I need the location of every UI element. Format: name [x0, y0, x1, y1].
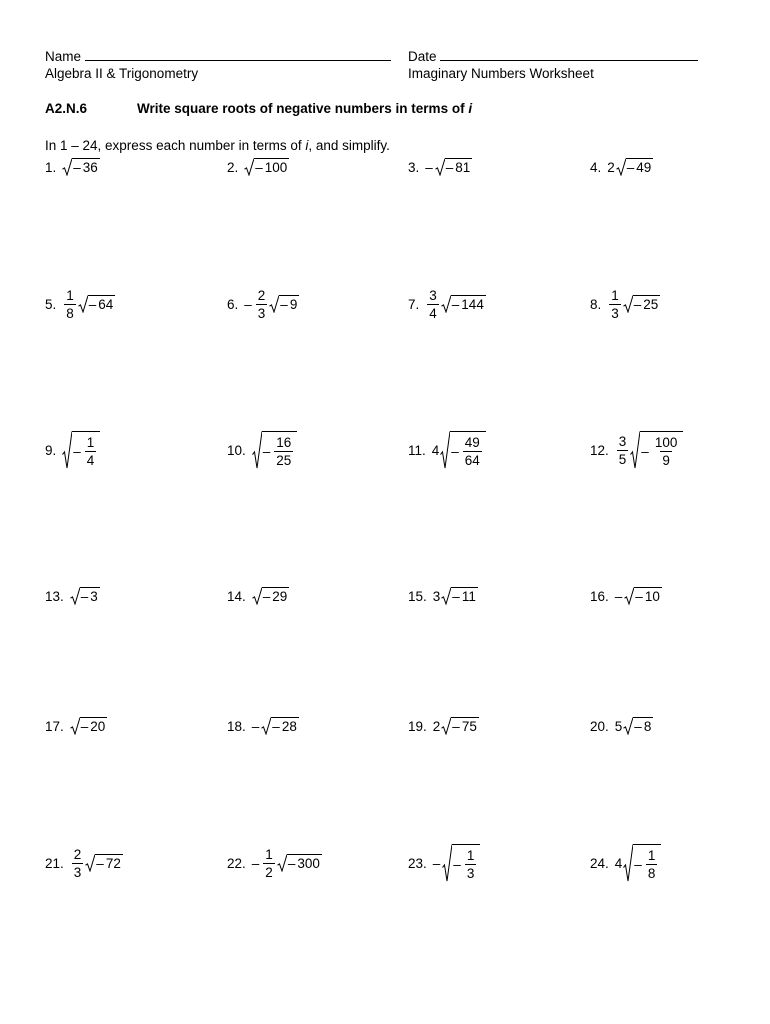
radicand-value: 8 — [643, 719, 652, 734]
coefficient-fraction — [427, 288, 439, 321]
radicand — [451, 717, 479, 735]
radicand — [95, 854, 123, 872]
square-root — [623, 717, 653, 735]
problem-number: 23. — [408, 855, 427, 871]
coefficient-fraction-denominator: 3 — [73, 864, 82, 880]
square-root — [441, 587, 478, 605]
problem-number: 14. — [227, 588, 246, 604]
problem-4 — [590, 145, 653, 189]
radical-sign-icon — [435, 158, 445, 176]
square-root — [70, 717, 108, 735]
coefficient: 5 — [614, 718, 623, 734]
radicand — [262, 587, 290, 605]
negative-sign: – — [614, 588, 623, 604]
radicand — [262, 431, 298, 469]
coefficient-fraction-numerator: 2 — [73, 846, 82, 862]
problem-number: 17. — [45, 718, 64, 734]
radicand-value: 36 — [82, 160, 98, 175]
date-blank[interactable] — [440, 48, 698, 61]
radicand-minus: – — [73, 443, 81, 459]
radicand-value: 25 — [643, 297, 659, 312]
problem-16 — [590, 574, 662, 618]
radicand — [72, 431, 100, 469]
square-root — [442, 844, 480, 882]
radicand-value: 10 — [644, 589, 660, 604]
coefficient-fraction — [256, 288, 268, 321]
square-root — [277, 854, 322, 872]
radicand-fraction — [274, 435, 293, 468]
square-root — [616, 158, 654, 176]
problem-number: 3. — [408, 159, 420, 175]
problem-1 — [45, 145, 100, 189]
radicand — [633, 295, 661, 313]
problem-number: 20. — [590, 718, 609, 734]
problem-number: 2. — [227, 159, 239, 175]
radical-sign-icon — [269, 295, 279, 313]
radicand — [633, 717, 653, 735]
radical-sign-icon — [85, 854, 95, 872]
square-root — [440, 431, 486, 469]
square-root — [624, 587, 662, 605]
square-root — [62, 431, 100, 469]
coefficient: 3 — [432, 588, 441, 604]
radicand-fraction-numerator: 100 — [654, 434, 678, 450]
radicand-minus: – — [451, 443, 459, 459]
radicand-value: 49 — [636, 160, 652, 175]
problem-11 — [408, 428, 486, 472]
problem-2 — [227, 145, 289, 189]
radical-sign-icon — [62, 158, 72, 176]
radicand — [452, 844, 480, 882]
coefficient-fraction-numerator: 1 — [611, 287, 619, 303]
radicand — [80, 717, 108, 735]
problem-number: 19. — [408, 718, 427, 734]
coefficient-fraction-denominator: 3 — [611, 305, 619, 321]
square-root — [70, 587, 100, 605]
radicand-minus: – — [626, 160, 635, 175]
coefficient-fraction — [64, 288, 76, 321]
problem-number: 9. — [45, 442, 57, 458]
topic-code: A2.N.6 — [45, 101, 88, 116]
radicand-minus: – — [262, 443, 271, 459]
problem-number: 1. — [45, 159, 57, 175]
radicand-minus: – — [272, 719, 280, 734]
radical-sign-icon — [277, 854, 287, 872]
radicand-minus: – — [80, 719, 89, 734]
radicand-value: 100 — [264, 160, 288, 175]
radicand-fraction-denominator: 4 — [86, 452, 95, 468]
radicand-minus: – — [80, 589, 89, 604]
problem-number: 18. — [227, 718, 246, 734]
problem-23 — [408, 841, 480, 885]
coefficient-fraction — [617, 434, 629, 467]
radicand-fraction-denominator: 64 — [464, 452, 480, 468]
radical-sign-icon — [78, 295, 88, 313]
problem-number: 11. — [408, 442, 426, 458]
radicand-minus: – — [445, 160, 454, 175]
coefficient-fraction-denominator: 5 — [618, 451, 627, 467]
radicand — [445, 158, 473, 176]
problem-14 — [227, 574, 289, 618]
radicand-fraction-numerator: 49 — [464, 434, 480, 450]
square-root — [78, 295, 116, 313]
problem-number: 12. — [590, 442, 609, 458]
radicand-minus: – — [88, 297, 97, 312]
radicand-fraction — [465, 848, 477, 881]
radicand — [88, 295, 116, 313]
problem-number: 5. — [45, 296, 57, 312]
radicand-value: 75 — [461, 719, 477, 734]
radical-sign-icon — [623, 717, 633, 735]
radicand — [279, 295, 299, 313]
radicand — [451, 587, 478, 605]
problem-10 — [227, 428, 297, 472]
date-label: Date — [408, 49, 437, 64]
instructions-part1: In 1 – 24, express each number in terms of — [45, 138, 306, 153]
radicand-fraction-numerator: 1 — [647, 847, 656, 863]
radicand-fraction — [463, 435, 482, 468]
radicand — [80, 587, 100, 605]
radicand-minus: – — [255, 160, 263, 175]
radical-sign-icon — [442, 844, 452, 882]
coefficient-fraction-numerator: 3 — [618, 433, 627, 449]
radicand-fraction-denominator: 3 — [466, 865, 475, 881]
radicand — [451, 295, 486, 313]
problem-19 — [408, 704, 479, 748]
radicand-minus: – — [262, 589, 271, 604]
radical-sign-icon — [70, 717, 80, 735]
problem-5 — [45, 282, 115, 326]
date-line — [408, 48, 698, 65]
radicand-value: 29 — [272, 589, 288, 604]
radical-sign-icon — [252, 431, 262, 469]
name-blank[interactable] — [85, 48, 391, 61]
radicand — [626, 158, 654, 176]
radical-sign-icon — [441, 587, 451, 605]
radicand-minus: – — [287, 856, 296, 871]
radicand-minus: – — [451, 297, 460, 312]
problem-number: 13. — [45, 588, 64, 604]
coefficient-fraction — [263, 847, 275, 880]
coefficient-fraction-denominator: 2 — [265, 864, 273, 880]
radicand — [640, 431, 683, 469]
radical-sign-icon — [441, 717, 451, 735]
radicand-fraction-denominator: 25 — [276, 452, 292, 468]
square-root — [630, 431, 683, 469]
square-root — [623, 295, 661, 313]
radicand-value: 300 — [297, 856, 320, 871]
radicand-minus: – — [452, 589, 460, 604]
problem-17 — [45, 704, 107, 748]
problem-number: 6. — [227, 296, 239, 312]
course-title: Algebra II & Trigonometry — [45, 66, 199, 81]
coefficient-fraction-numerator: 3 — [429, 287, 437, 303]
negative-sign: – — [432, 855, 441, 871]
coefficient-fraction — [609, 288, 621, 321]
problem-8 — [590, 282, 660, 326]
instructions-var: i — [305, 138, 309, 153]
topic-title — [137, 101, 472, 117]
square-root — [62, 158, 100, 176]
coefficient-fraction-numerator: 2 — [257, 287, 266, 303]
problem-7 — [408, 282, 486, 326]
radicand-value: 144 — [461, 297, 484, 312]
radicand-value: 64 — [98, 297, 114, 312]
radical-sign-icon — [261, 717, 271, 735]
radicand-fraction-denominator: 8 — [647, 865, 656, 881]
problem-13 — [45, 574, 100, 618]
coefficient-fraction-denominator: 4 — [429, 305, 437, 321]
radical-sign-icon — [616, 158, 626, 176]
radicand-minus: – — [280, 297, 288, 312]
topic-title-var: i — [468, 101, 473, 116]
radical-sign-icon — [70, 587, 80, 605]
radicand-fraction-numerator: 16 — [276, 434, 292, 450]
radicand-value: 20 — [90, 719, 106, 734]
coefficient-fraction — [72, 847, 84, 880]
square-root — [435, 158, 473, 176]
radicand-minus: – — [452, 719, 460, 734]
coefficient-fraction-denominator: 8 — [66, 305, 74, 321]
problem-number: 21. — [45, 855, 64, 871]
problem-15 — [408, 574, 478, 618]
problem-22 — [227, 841, 322, 885]
name-line — [45, 48, 391, 65]
radicand — [633, 844, 661, 882]
name-label: Name — [45, 49, 82, 64]
problem-number: 22. — [227, 855, 246, 871]
problem-number: 15. — [408, 588, 427, 604]
square-root — [85, 854, 123, 872]
square-root — [252, 431, 298, 469]
radical-sign-icon — [630, 431, 640, 469]
radicand-fraction — [653, 435, 680, 468]
problem-9 — [45, 428, 100, 472]
radical-sign-icon — [623, 295, 633, 313]
problem-12 — [590, 428, 683, 472]
negative-sign: – — [251, 855, 260, 871]
coefficient: 4 — [431, 442, 440, 458]
radicand-fraction-numerator: 1 — [466, 847, 475, 863]
radicand — [254, 158, 289, 176]
negative-sign: – — [244, 296, 252, 312]
coefficient-fraction-denominator: 3 — [257, 305, 266, 321]
radicand-minus: – — [96, 856, 104, 871]
coefficient-fraction-numerator: 1 — [265, 846, 273, 862]
radicand-minus: – — [73, 160, 81, 175]
square-root — [244, 158, 289, 176]
problem-24 — [590, 841, 661, 885]
radicand-value: 11 — [461, 589, 476, 604]
square-root — [441, 295, 486, 313]
square-root — [269, 295, 299, 313]
coefficient: 4 — [614, 855, 623, 871]
negative-sign: – — [425, 159, 433, 175]
problem-18 — [227, 704, 299, 748]
radicand — [450, 431, 486, 469]
square-root — [261, 717, 299, 735]
coefficient: 2 — [432, 718, 441, 734]
square-root — [441, 717, 479, 735]
radicand-value: 72 — [105, 856, 121, 871]
radicand-minus: – — [634, 856, 642, 872]
problem-number: 10. — [227, 442, 246, 458]
problem-number: 7. — [408, 296, 420, 312]
problem-21 — [45, 841, 123, 885]
radicand — [287, 854, 322, 872]
radicand-fraction — [85, 435, 97, 468]
coefficient: 2 — [607, 159, 615, 175]
radical-sign-icon — [244, 158, 254, 176]
problem-6 — [227, 282, 299, 326]
radicand-value: 81 — [455, 160, 471, 175]
problem-number: 24. — [590, 855, 609, 871]
problem-number: 16. — [590, 588, 609, 604]
topic-title-text: Write square roots of negative numbers in terms of — [137, 101, 469, 116]
radical-sign-icon — [440, 431, 450, 469]
radical-sign-icon — [252, 587, 262, 605]
radical-sign-icon — [62, 431, 72, 469]
radical-sign-icon — [624, 587, 634, 605]
radicand-value: 9 — [289, 297, 298, 312]
problem-number: 4. — [590, 159, 602, 175]
radical-sign-icon — [623, 844, 633, 882]
radicand-minus: – — [634, 719, 642, 734]
radicand-minus: – — [641, 443, 649, 459]
radical-sign-icon — [441, 295, 451, 313]
radicand — [634, 587, 662, 605]
radicand-minus: – — [453, 856, 461, 872]
problem-20 — [590, 704, 653, 748]
negative-sign: – — [251, 718, 260, 734]
problem-3 — [408, 145, 472, 189]
worksheet-title: Imaginary Numbers Worksheet — [408, 66, 594, 81]
instructions-part2: , and simplify. — [308, 138, 390, 153]
radicand-minus: – — [633, 297, 642, 312]
problem-number: 8. — [590, 296, 602, 312]
square-root — [623, 844, 661, 882]
radicand-value: 28 — [281, 719, 297, 734]
radicand-value: 3 — [90, 589, 98, 604]
radicand-fraction-numerator: 1 — [86, 434, 95, 450]
radicand-fraction-denominator: 9 — [662, 452, 670, 468]
square-root — [252, 587, 290, 605]
radicand — [271, 717, 299, 735]
radicand-minus: – — [635, 589, 643, 604]
radicand — [72, 158, 100, 176]
radicand-fraction — [646, 848, 658, 881]
coefficient-fraction-numerator: 1 — [66, 287, 74, 303]
